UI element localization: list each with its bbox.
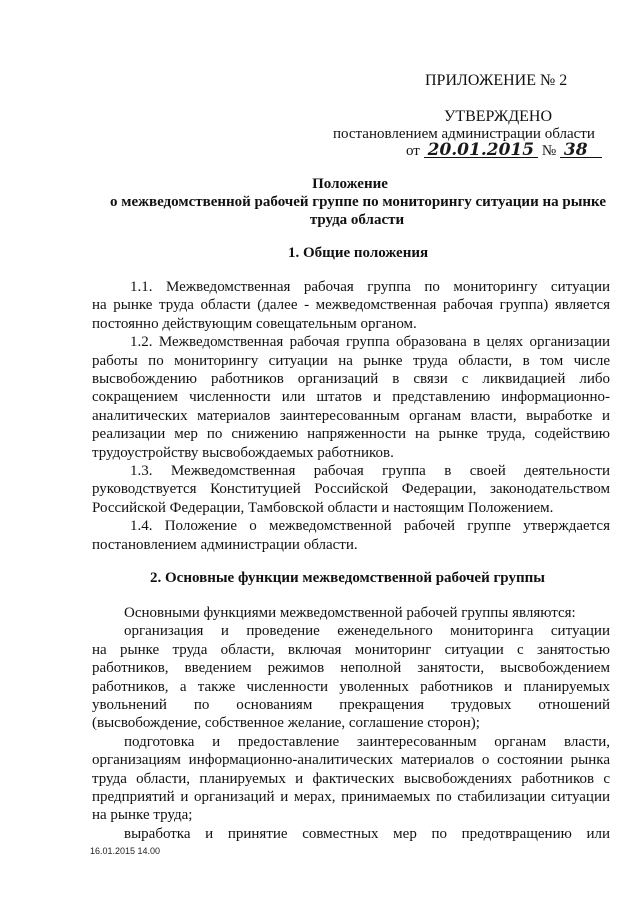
appendix-label: ПРИЛОЖЕНИЕ № 2	[425, 72, 568, 89]
section1-line: 1.1. Межведомственная рабочая группа по мониторингу ситуации	[130, 279, 610, 295]
section2-line: Основными функциями межведомственной рабочей группы являются:	[124, 605, 576, 621]
section1-heading: 1. Общие положения	[288, 245, 429, 261]
section2-line: работников, введением режимов неполной занятости, высвобождением	[92, 660, 610, 677]
date-prefix: от	[406, 143, 420, 159]
section1-line: сокращением численности или штатов и представлению информационно-	[92, 389, 610, 406]
handwritten-date: 20.01.2015	[424, 143, 538, 158]
section1-line: на рынке труда области (далее - межведомственная рабочая группа) является	[92, 297, 610, 314]
number-prefix: №	[541, 143, 557, 159]
section2-line: подготовка и предоставление заинтересованным органам власти,	[124, 733, 610, 750]
section1-line: 1.4. Положение о межведомственной рабочей группе утверждается	[130, 518, 610, 535]
section1-line: реализации мер по снижению напряженности на рынке труда, содействию	[92, 426, 610, 443]
section1-body	[92, 278, 610, 554]
section1-line: работы по мониторингу ситуации на рынке труда области, в том числе	[92, 352, 610, 369]
section1-line: руководствуется Конституцией Российской Федерации, законодательством	[92, 481, 610, 498]
print-timestamp: 16.01.2015 14.00	[90, 846, 161, 856]
section2-line: работников, а также численности уволенных работников и планируемых	[92, 678, 610, 695]
section2-line: труда области, планируемых и фактических высвобождениях работников с	[92, 770, 610, 787]
section2-line: предприятий и организаций и мерах, принимаемых по стабилизации ситуации	[92, 789, 610, 806]
section1-line: аналитических материалов заинтересованным органам власти, выработке и	[92, 407, 610, 424]
section1-line: 1.3. Межведомственная рабочая группа в своей деятельности	[130, 463, 610, 480]
doc-title-line3: труда области	[309, 212, 405, 228]
section2-line: организациям информационно-аналитических материалов о состоянии рынка	[92, 752, 610, 769]
section2-line: организация и проведение еженедельного мониторинга ситуации	[124, 623, 610, 640]
section1-line: 1.2. Межведомственная рабочая группа образована в целях организации	[130, 334, 610, 351]
section1-line: Российской Федерации, Тамбовской области и настоящим Положением.	[92, 499, 554, 516]
section2-line: на рынке труда области, включая мониторинг ситуации с занятостью	[92, 641, 610, 658]
doc-title-line1: Положение	[312, 176, 388, 192]
approved-label: УТВЕРЖДЕНО	[444, 108, 553, 125]
section1-line: трудоустройству высвобождаемых работников.	[92, 444, 394, 461]
handwritten-number: 38	[560, 143, 602, 158]
section2-line: (высвобождение, собственное желание, соглашение сторон);	[92, 715, 480, 732]
section2-line: выработка и принятие совместных мер по предотвращению или	[124, 825, 610, 842]
section1-line: высвобождению работников организаций в связи с ликвидацией либо	[92, 371, 610, 388]
section1-line: постановлением администрации области.	[92, 536, 358, 553]
section2-body	[92, 604, 610, 843]
section2-line: увольнений по основаниям прекращения трудовых отношений	[92, 697, 610, 714]
section1-line: постоянно действующим совещательным органом.	[92, 315, 417, 332]
section2-line: на рынке труда;	[92, 807, 193, 824]
doc-title-line2: о межведомственной рабочей группе по мониторингу ситуации на рынке	[110, 194, 606, 210]
decree-label: постановлением администрации области	[333, 126, 595, 142]
section2-heading: 2. Основные функции межведомственной рабочей группы	[150, 570, 545, 586]
date-line	[406, 142, 602, 160]
